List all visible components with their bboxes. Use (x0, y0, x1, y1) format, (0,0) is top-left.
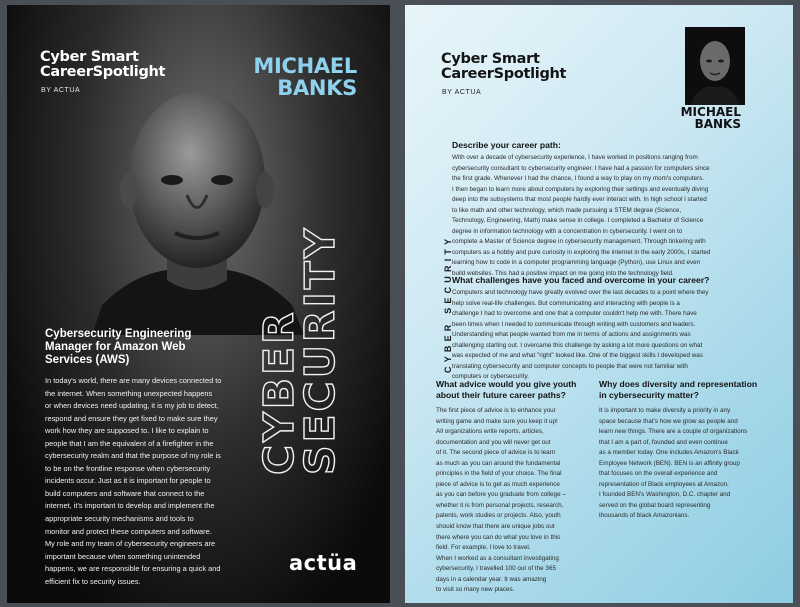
answer-line: challenging starting out. I overcame this challenge by asking a lot more questions on what (452, 341, 703, 349)
job-title-line: Manager for Amazon Web (45, 341, 186, 353)
first-name: MICHAEL (680, 105, 741, 119)
left-page (7, 5, 390, 603)
answer-line: served on the global board representing (599, 501, 711, 509)
vertical-section-label: CYBER SECURITY (443, 234, 453, 373)
answer-line: field. For example, I love to travel. (436, 544, 531, 552)
answer-line: I founded BEN's Washington, D.C. chapter and (599, 491, 731, 499)
answer-line: space because that's how we grow as people and (599, 417, 738, 425)
answer-line: cybersecurity, I travelled 100 out of the 365 (436, 565, 556, 573)
actua-logo: actüa (289, 551, 358, 575)
answer-line: It is important to make diversity a priority in any (599, 407, 731, 414)
answer-paragraph (452, 288, 792, 383)
person-name (681, 107, 741, 130)
body-line: incidents occur. Just as it is important for people to (45, 476, 211, 486)
answer-line: as a member today. One includes Amazon's Black (599, 449, 739, 457)
by-line: BY ACTUA (41, 87, 81, 94)
body-line: to be on the frontline response when cybersecurity (45, 463, 211, 473)
body-line: work how they are supposed to. I like to explain to (45, 426, 209, 436)
brand-line-1: Cyber Smart (441, 51, 540, 67)
answer-line: been times when I needed to communicate through writing with customers and leaders. (452, 320, 696, 328)
answer-paragraph (436, 406, 601, 596)
first-name: MICHAEL (253, 54, 357, 78)
body-line: My role and my team of cybersecurity engineers are (45, 539, 216, 549)
answer-line: the first grade. Whenever I had the chance, I found a way to play on my mom's computers. (452, 175, 705, 183)
answer-paragraph (452, 153, 792, 280)
answer-line: I then began to learn more about computers by exploring their settings and eventually diving (452, 185, 709, 193)
answer-line: Computers and technology have greatly evolved over the last decades to a point where they (452, 289, 709, 296)
answer-line: Understanding what people wanted from me in terms of actions and assignments was (452, 331, 691, 339)
answer-line: All organizations write reports, articles, (436, 428, 544, 436)
heading-line: What advice would you give youth (436, 379, 577, 389)
answer-line: degree in information technology with a concentration in cybersecurity. I went on to (452, 227, 683, 235)
vertical-title (255, 175, 344, 475)
job-title (45, 328, 275, 367)
question-heading: What challenges have you faced and overcome in your career? (452, 275, 710, 285)
right-page (405, 5, 793, 603)
answer-line: of it. The second piece of advice is to learn (436, 449, 556, 457)
answer-line: writing game and make sure you keep it up! (436, 417, 558, 425)
answer-line: representation of Black employees at Amazon. (599, 480, 729, 488)
headshot-thumbnail (685, 27, 745, 105)
answer-line: The first piece of advice is to enhance your (436, 407, 556, 414)
intro-paragraph (45, 375, 269, 588)
answer-line: learning how to code in a computer programming language (Python), use Linux and even (452, 259, 701, 267)
brand-line-2: CareerSpotlight (40, 64, 166, 80)
answer-line: cybersecurity consultant to cybersecurity engineer. I have had a passion for computers since (452, 164, 710, 172)
body-line: In today's world, there are many devices connected to (45, 376, 222, 385)
body-line: important because when something unintended (45, 551, 201, 561)
answer-line: challenge I had to overcome and one that a computer couldn't help me with. There have (452, 310, 697, 318)
vertical-title-line: CYBER (255, 309, 303, 475)
answer-line: With over a decade of cybersecurity experience, I have worked in positions ranging from (452, 154, 698, 161)
answer-line: complete a Master of Science degree in cybersecurity management. Through tinkering with (452, 238, 706, 246)
answer-line: computers as a hobby and pure curiosity in exploring the internet in the early 2000s, I started (452, 248, 711, 256)
body-line: internet, it's important to develop and implement the (45, 501, 215, 511)
question-heading (599, 379, 757, 400)
answer-line: help solve real-life challenges. But communicating and interacting with people is a (452, 299, 680, 307)
body-line: respond and ensure they get fixed to make sure they (45, 413, 218, 423)
answer-line: documentation and you will never get out (436, 438, 551, 446)
heading-line: Why does diversity and representation (599, 379, 758, 389)
brand-title (441, 52, 566, 82)
answer-paragraph (599, 406, 789, 522)
vertical-title-line: SECURITY (296, 225, 344, 475)
person-name (253, 55, 357, 99)
job-title-line: Services (AWS) (45, 354, 130, 366)
answer-line: deep into the subsystems that most people hardly ever interact with. In high school I started (452, 196, 707, 204)
heading-line: in cybersecurity matter? (599, 389, 699, 400)
body-line: people that I am the equivalent of a firefighter in the (45, 438, 214, 448)
body-line: cybersecurity realm and that the purpose of my role is (45, 451, 221, 461)
brand-line-2: CareerSpotlight (441, 66, 567, 82)
brand-title (40, 50, 165, 80)
answer-line: thousands of black Amazonians. (599, 512, 690, 520)
answer-line: there where you can do what you love in this (436, 533, 561, 541)
body-line: the internet. When something unexpected happens (45, 388, 213, 398)
question-heading: Describe your career path: (452, 140, 561, 150)
answer-line: piece of advice is to get as much experience (436, 480, 560, 488)
answer-line: was expected of me and what "right" looked like. One of the biggest skills I developed was (452, 352, 703, 360)
body-line: happens, we are responsible for ensuring a quick and (45, 564, 221, 574)
answer-line: When I worked as a consultant investigating (436, 554, 559, 562)
answer-line: days in a calendar year. It was amazing (436, 575, 547, 583)
body-line: or when devices need updating, it is my job to detect, (45, 401, 219, 411)
answer-line: principles in the field of your choice. The final (436, 470, 562, 478)
answer-line: build websites. This had a positive impact on me going into the technology field. (452, 270, 674, 278)
body-line: efficient fix to security issues. (45, 576, 141, 586)
answer-line: to like math and other technology, which made pursuing a STEM degree (Science, (452, 206, 682, 214)
answer-line: Employee Network (BEN). BEN is an affinity group (599, 459, 740, 467)
answer-line: as you can before you graduate from college – (436, 491, 566, 499)
by-line: BY ACTUA (442, 89, 482, 96)
question-heading (436, 379, 576, 400)
answer-line: that focuses on the overall experience and (599, 470, 718, 478)
answer-line: whether it is from personal projects, research, (436, 501, 564, 509)
answer-line: learn new things. There are a couple of organizations (599, 428, 748, 436)
answer-line: to visit so many new places. (436, 586, 515, 594)
last-name: BANKS (694, 116, 741, 131)
heading-line: about their future career paths? (436, 389, 566, 400)
answer-line: that I am a part of, founded and even continue (599, 438, 728, 446)
answer-line: translating cybersecurity and computer concepts to people that were not familiar with (452, 362, 688, 370)
body-line: appropriate security mechanisms and tools to (45, 514, 194, 524)
answer-line: should know that there are unique jobs out (436, 523, 555, 531)
brand-line-1: Cyber Smart (40, 49, 139, 65)
answer-line: computers or cybersecurity. (452, 373, 529, 381)
body-line: monitor and protect these computers and software. (45, 526, 212, 536)
last-name: BANKS (277, 76, 357, 100)
answer-line: as much as you can around the fundamental (436, 459, 561, 467)
answer-line: Technology, Engineering, Math) make sense in college. I completed a Bachelor of Science (452, 217, 704, 225)
body-line: build computers and software that connect to the (45, 488, 205, 498)
answer-line: patents, work studies or projects. Also, youth (436, 512, 561, 520)
job-title-line: Cybersecurity Engineering (45, 328, 192, 340)
